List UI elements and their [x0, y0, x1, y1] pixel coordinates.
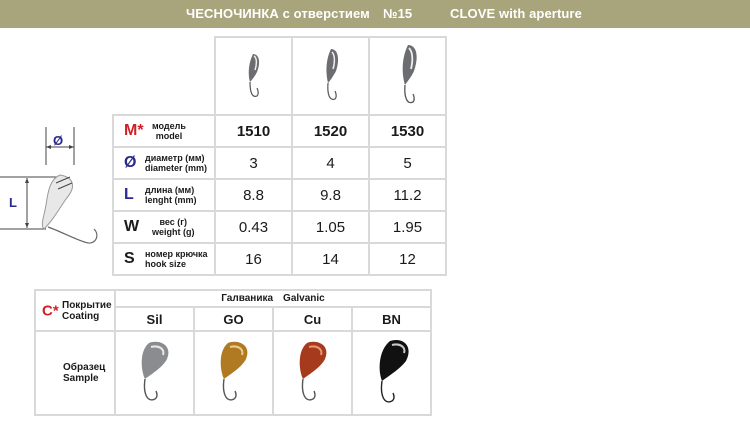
spec-row-diameter [113, 147, 446, 179]
diameter-1510: 3 [215, 147, 292, 179]
coating-table [34, 289, 432, 416]
length-label-en: lenght (mm) [145, 195, 197, 205]
hook-outline [48, 227, 97, 243]
galvanic-header [115, 290, 431, 307]
lure-1530-icon [392, 41, 424, 111]
hook-label-ru: номер крючка [145, 249, 208, 259]
banner-title-ru: ЧЕСНОЧИНКА с отверстием [186, 6, 370, 21]
weight-label-en: weight (g) [152, 227, 195, 237]
sample-cu [273, 331, 352, 415]
spec-row-length [113, 179, 446, 211]
sample-go [194, 331, 273, 415]
coating-symbol: C* [42, 302, 59, 319]
model-label-en: model [155, 131, 183, 141]
lure-image-1530 [369, 37, 446, 115]
length-label-ru: длина (мм) [145, 185, 195, 195]
coating-label-en: Coating [62, 310, 100, 322]
weight-1520: 1.05 [292, 211, 369, 243]
model-label-ru: модель [152, 121, 186, 131]
hook-1520: 14 [292, 243, 369, 275]
spec-row-weight [113, 211, 446, 243]
sample-bn [352, 331, 431, 415]
length-1510: 8.8 [215, 179, 292, 211]
dimension-diagram [0, 125, 105, 245]
diameter-label: Ø [53, 133, 64, 148]
lure-image-1520 [292, 37, 369, 115]
coating-code-cu: Cu [273, 307, 352, 331]
coating-code-bn: BN [352, 307, 431, 331]
spec-row-model [113, 115, 446, 147]
coating-label-ru: Покрытие [62, 299, 112, 311]
weight-1530: 1.95 [369, 211, 446, 243]
model-1510: 1510 [215, 115, 292, 147]
sample-label-en: Sample [63, 373, 99, 384]
specs-table [112, 36, 447, 276]
galvanic-label-ru: Галваника [221, 293, 274, 304]
coating-code-go: GO [194, 307, 273, 331]
image-row [113, 37, 446, 115]
coating-label-cell [35, 290, 115, 331]
weight-1510: 0.43 [215, 211, 292, 243]
hook-label-en: hook size [145, 259, 187, 269]
sample-label-cell [35, 331, 115, 415]
model-symbol: M* [124, 122, 144, 139]
diameter-1530: 5 [369, 147, 446, 179]
diameter-label-en: diameter (mm) [145, 163, 208, 173]
model-1520: 1520 [292, 115, 369, 147]
model-1530: 1530 [369, 115, 446, 147]
spec-row-hook [113, 243, 446, 275]
hook-1510: 16 [215, 243, 292, 275]
banner-number: №15 [383, 6, 413, 21]
length-1520: 9.8 [292, 179, 369, 211]
coating-code-sil: Sil [115, 307, 194, 331]
lure-outline [42, 175, 72, 229]
weight-symbol: W [124, 218, 140, 235]
length-symbol: L [124, 186, 134, 203]
length-label: L [9, 195, 17, 210]
galvanic-label-en: Galvanic [283, 293, 325, 304]
diameter-label-ru: диаметр (мм) [145, 153, 205, 163]
sample-cu-icon [283, 335, 343, 411]
diameter-symbol: Ø [124, 154, 137, 171]
sample-go-icon [204, 335, 264, 411]
sample-bn-icon [362, 335, 422, 411]
sample-sil [115, 331, 194, 415]
weight-label-cell [113, 211, 215, 243]
lure-1520-icon [316, 43, 346, 109]
hook-1530: 12 [369, 243, 446, 275]
lure-image-1510 [215, 37, 292, 115]
weight-label-ru: вес (г) [159, 217, 188, 227]
hook-symbol: S [124, 250, 135, 267]
sample-label-ru: Образец [63, 362, 106, 373]
banner-title-en: CLOVE with aperture [450, 6, 582, 21]
model-label-cell [113, 115, 215, 147]
lure-1510-icon [239, 46, 269, 106]
diameter-1520: 4 [292, 147, 369, 179]
length-label-cell [113, 179, 215, 211]
hook-label-cell [113, 243, 215, 275]
title-banner [0, 0, 750, 28]
sample-sil-icon [125, 335, 185, 411]
diameter-label-cell [113, 147, 215, 179]
length-1530: 11.2 [369, 179, 446, 211]
